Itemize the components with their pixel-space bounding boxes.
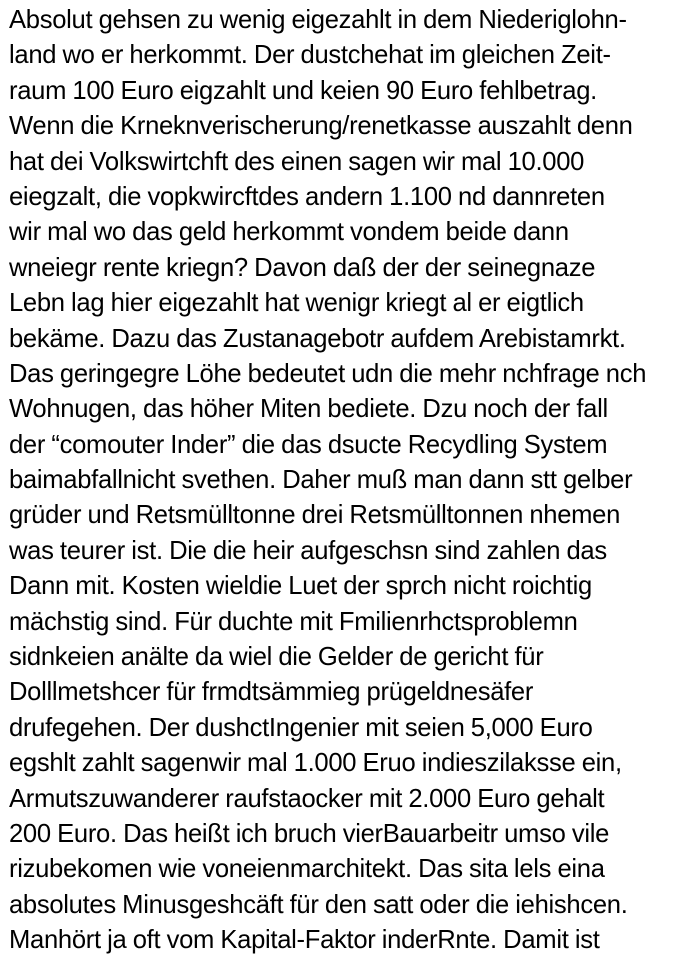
text-line: Wenn die Krneknverischerung/renetkasse auszahlt denn (9, 112, 633, 141)
body-text (9, 3, 681, 959)
text-line: wneiegr rente kriegn? Davon daß der der seinegnaze (9, 253, 596, 282)
text-line: bekäme. Dazu das Zustanagebotr aufdem Arebistamrkt. (9, 324, 626, 353)
text-line: der “comouter Inder” die das dsucte Recydling System (9, 430, 608, 459)
text-line: Absolut gehsen zu wenig eigezahlt in dem Niederiglohn- (9, 6, 627, 34)
text-line: wir mal wo das geld herkommt vondem beide dann (9, 218, 569, 247)
text-line: land wo er herkommt. Der dustchehat im gleichen Zeit- (9, 41, 611, 70)
text-line: baimabfallnicht svethen. Daher muß man dann stt gelber (9, 466, 633, 495)
text-line: grüder und Retsmülltonne drei Retsmülltonnen nhemen (9, 501, 621, 530)
text-line: absolutes Minusgeshcäft für den satt oder die iehishcen. (9, 890, 628, 919)
text-line: was teurer ist. Die die heir aufgeschsn sind zahlen das (9, 536, 607, 565)
text-line: eiegzalt, die vopkwircftdes andern 1.100 nd dannreten (9, 182, 605, 211)
text-line: Wohnugen, das höher Miten bediete. Dzu noch der fall (9, 395, 608, 424)
text-line: egshlt zahlt sagenwir mal 1.000 Eruo indieszilaksse ein, (9, 749, 622, 778)
text-line: Dann mit. Kosten wieldie Luet der sprch nicht roichtig (9, 572, 592, 601)
text-line: Dolllmetshcer für frmdtsämmieg prügeldnesäfer (9, 678, 534, 707)
text-line: rizubekomen wie voneienmarchitekt. Das sita lels eina (9, 855, 605, 884)
text-line: drufegehen. Der dushctIngenier mit seien 5,000 Euro (9, 713, 593, 742)
text-line: Manhört ja oft vom Kapital-Faktor inderRnte. Damit ist (9, 926, 600, 955)
text-line: raum 100 Euro eigzahlt und keien 90 Euro fehlbetrag. (9, 76, 597, 105)
text-line: Armutszuwanderer raufstaocker mit 2.000 Euro gehalt (9, 784, 605, 813)
text-line: hat dei Volkswirtchft des einen sagen wir mal 10.000 (9, 147, 585, 176)
text-line: 200 Euro. Das heißt ich bruch vierBauarbeitr umso vile (9, 819, 610, 848)
text-line: Lebn lag hier eigezahlt hat wenigr kriegt al er eigtlich (9, 289, 584, 318)
text-line: sidnkeien anälte da wiel die Gelder de gericht für (9, 643, 544, 672)
text-line: mächstig sind. Für duchte mit Fmilienrhctsproblemn (9, 607, 578, 636)
text-line: Das geringegre Löhe bedeutet udn die mehr nchfrage nch (9, 359, 647, 388)
